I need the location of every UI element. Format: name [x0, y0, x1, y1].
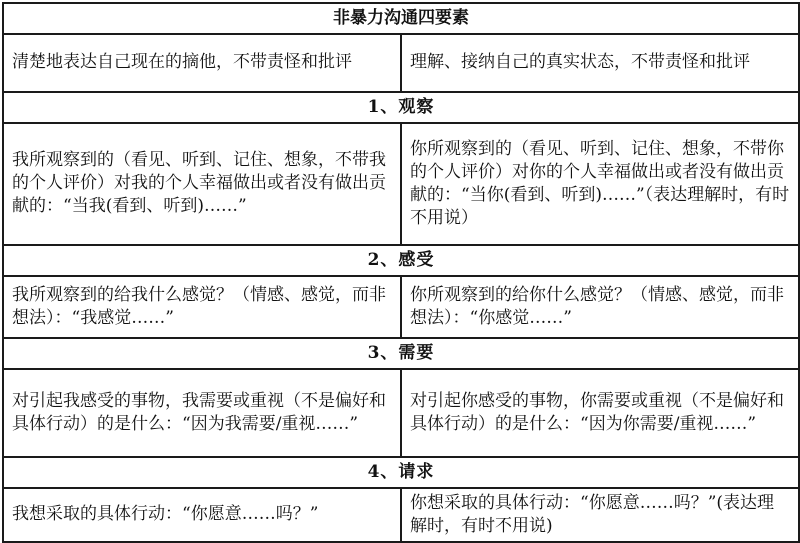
request-right-cell: 你想采取的具体行动：“你愿意……吗？”(表达理解时，有时不用说): [401, 488, 799, 542]
feeling-right-cell: 你所观察到的给你什么感觉？（情感、感觉，而非想法）：“你感觉……”: [401, 276, 799, 338]
intro-right-cell: 理解、接纳自己的真实状态，不带责怪和批评: [401, 34, 799, 92]
nvc-table: [2, 2, 800, 543]
section-heading-request: 4、请求: [3, 457, 799, 488]
need-left-cell: 对引起我感受的事物，我需要或重视（不是偏好和具体行动）的是什么：“因为我需要/重视……”: [3, 369, 401, 457]
section-heading-feeling: 2、感受: [3, 245, 799, 276]
observation-right-cell: 你所观察到的（看见、听到、记住、想象，不带你的个人评价）对你的个人幸福做出或者没有做出贡献的：“当你(看到、听到)……”（表达理解时，有时不用说）: [401, 123, 799, 245]
request-left-cell: 我想采取的具体行动：“你愿意……吗？”: [3, 488, 401, 542]
intro-left-cell: 清楚地表达自己现在的摘他，不带责怪和批评: [3, 34, 401, 92]
section-heading-need: 3、需要: [3, 338, 799, 369]
table-title: 非暴力沟通四要素: [3, 3, 799, 34]
feeling-left-cell: 我所观察到的给我什么感觉？（情感、感觉，而非想法）：“我感觉……”: [3, 276, 401, 338]
need-right-cell: 对引起你感受的事物，你需要或重视（不是偏好和具体行动）的是什么：“因为你需要/重视……”: [401, 369, 799, 457]
observation-left-cell: 我所观察到的（看见、听到、记住、想象，不带我的个人评价）对我的个人幸福做出或者没有做出贡献的：“当我(看到、听到)……”: [3, 123, 401, 245]
nvc-document: [2, 2, 798, 535]
section-heading-observation: 1、观察: [3, 92, 799, 123]
